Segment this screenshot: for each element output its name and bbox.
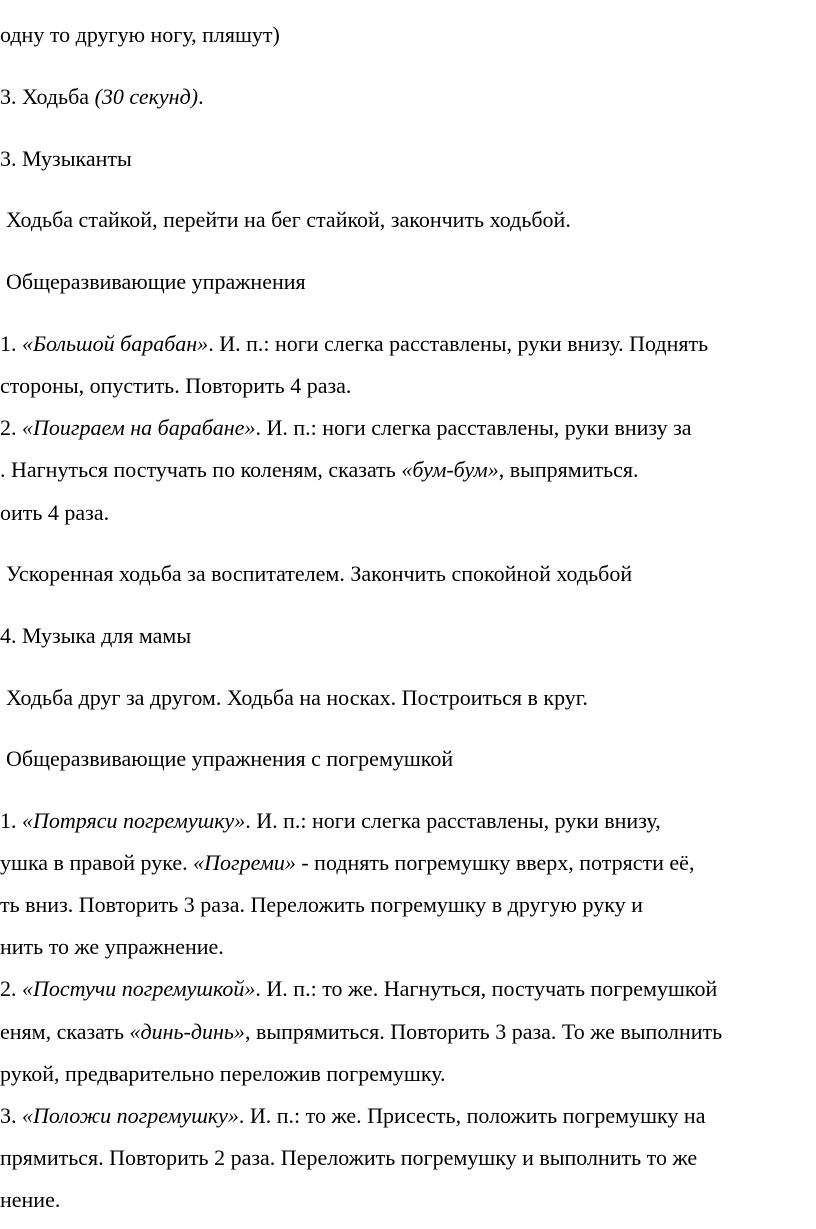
text-line-5 <box>6 269 306 295</box>
text-line-24 <box>0 1187 60 1213</box>
text-run: Ускоренная ходьба за воспитателем. Закончить спокойной ходьбой <box>6 561 633 586</box>
text-run: . И. п.: то же. Присесть, положить погремушку на <box>238 1103 706 1128</box>
text-run: 1. <box>0 331 22 356</box>
text-line-19 <box>0 976 717 1002</box>
text-line-22 <box>0 1103 705 1129</box>
text-run: прямиться. Повторить 2 раза. Переложить погремушку и выполнить то же <box>0 1145 698 1170</box>
text-run: . Нагнуться постучать по коленям, сказать <box>0 457 402 482</box>
text-run: 1. <box>0 808 22 833</box>
text-line-15 <box>0 808 661 834</box>
text-run: Общеразвивающие упражнения <box>6 269 306 294</box>
text-line-9 <box>0 457 639 483</box>
text-line-11 <box>6 561 632 587</box>
text-run: 3. Музыканты <box>0 146 132 171</box>
text-line-1 <box>0 22 280 48</box>
text-line-17 <box>0 892 643 918</box>
text-line-20 <box>0 1019 722 1045</box>
text-line-4 <box>6 207 571 233</box>
text-run-italic: (30 секунд) <box>94 84 199 109</box>
text-line-18 <box>0 934 224 960</box>
text-run-italic: «Положи погремушку» <box>22 1103 239 1128</box>
text-line-13 <box>6 685 588 711</box>
text-run: еням, сказать <box>0 1019 130 1044</box>
text-run-italic: «динь-динь» <box>129 1019 245 1044</box>
text-run: . И. п.: ноги слегка расставлены, руки внизу за <box>255 415 692 440</box>
text-run: Общеразвивающие упражнения с погремушкой <box>6 746 454 771</box>
text-line-6 <box>0 331 708 357</box>
text-run-italic: «Большой барабан» <box>22 331 209 356</box>
text-run: 3. <box>0 1103 22 1128</box>
text-line-2 <box>0 84 204 110</box>
text-run: одну то другую ногу, пляшут) <box>0 22 280 47</box>
text-run: 3. Ходьба <box>0 84 95 109</box>
text-run: . <box>198 84 204 109</box>
text-line-23 <box>0 1145 697 1171</box>
text-run-italic: «Постучи погремушкой» <box>22 976 256 1001</box>
text-run: оить 4 раза. <box>0 500 110 525</box>
text-run: 2. <box>0 976 22 1001</box>
text-run: 4. Музыка для мамы <box>0 623 192 648</box>
text-run: Ходьба друг за другом. Ходьба на носках. Построиться в круг. <box>6 685 588 710</box>
text-line-14 <box>6 746 453 772</box>
text-run: 2. <box>0 415 22 440</box>
text-run-italic: «Поиграем на барабане» <box>22 415 256 440</box>
text-run: . И. п.: то же. Нагнуться, постучать погремушкой <box>255 976 718 1001</box>
text-run: . И. п.: ноги слегка расставлены, руки внизу, <box>245 808 661 833</box>
text-run: , выпрямиться. <box>498 457 639 482</box>
text-line-10 <box>0 500 109 526</box>
text-line-12 <box>0 623 191 649</box>
text-run: . И. п.: ноги слегка расставлены, руки внизу. Поднять <box>208 331 709 356</box>
text-run: рукой, предварительно переложив погремушку. <box>0 1061 446 1086</box>
text-run: Ходьба стайкой, перейти на бег стайкой, закончить ходьбой. <box>6 207 571 232</box>
text-line-7 <box>0 373 351 399</box>
text-line-21 <box>0 1061 446 1087</box>
text-run: ть вниз. Повторить 3 раза. Переложить погремушку в другую руку и <box>0 892 643 917</box>
text-line-3 <box>0 146 132 172</box>
text-run-italic: «Погреми» <box>193 850 296 875</box>
text-run-italic: «Потряси погремушку» <box>22 808 246 833</box>
text-run: нение. <box>0 1187 61 1212</box>
text-line-8 <box>0 415 692 441</box>
text-run: , выпрямиться. Повторить 3 раза. То же выполнить <box>244 1019 723 1044</box>
text-line-16 <box>0 850 694 876</box>
text-run: - поднять погремушку вверх, потрясти её, <box>295 850 695 875</box>
text-run: стороны, опустить. Повторить 4 раза. <box>0 373 352 398</box>
text-run: нить то же упражнение. <box>0 934 224 959</box>
text-run: ушка в правой руке. <box>0 850 194 875</box>
text-run-italic: «бум-бум» <box>401 457 499 482</box>
